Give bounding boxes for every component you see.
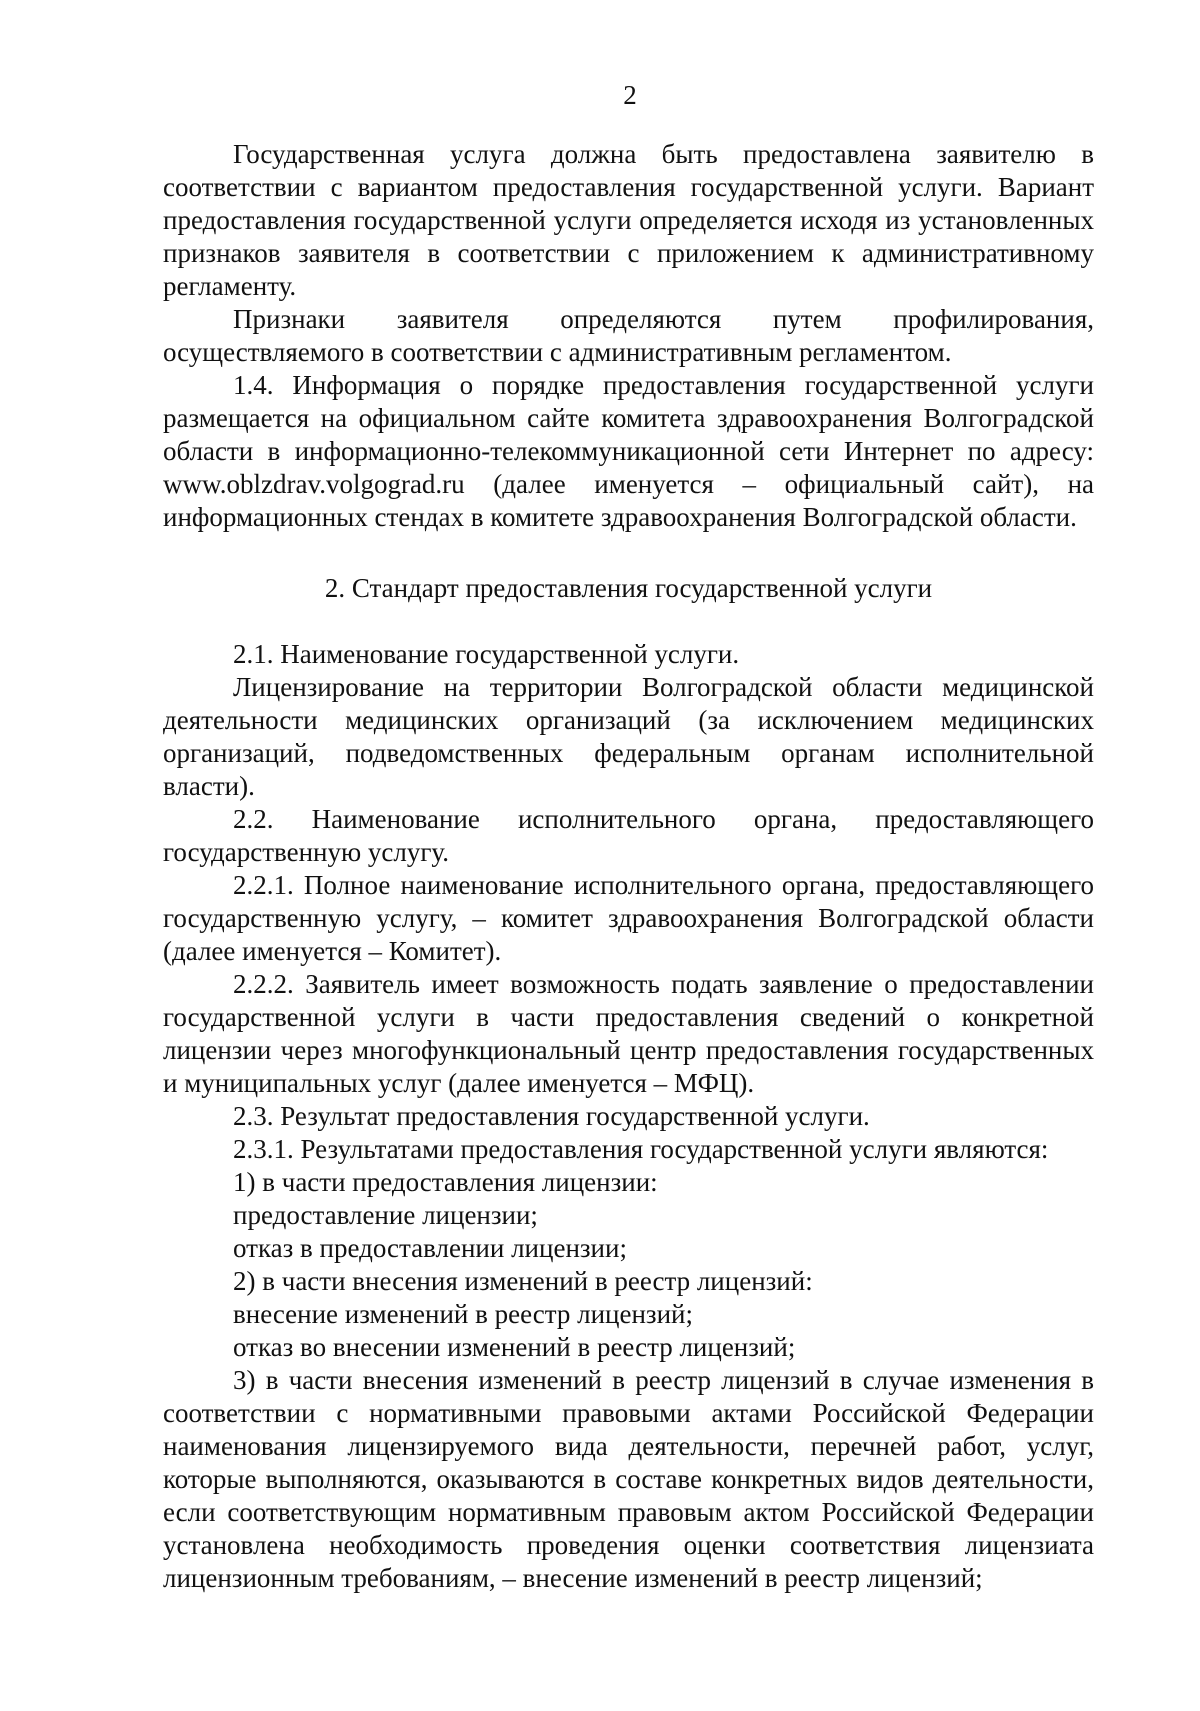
- page-number: 2: [623, 80, 637, 110]
- paragraph-variant-of-service: Государственная услуга должна быть предоставлена заявителю в соответствии с вариантом предоставления государственной услуги. Вариант предоставления государственной услуги определяется исходя из установленных признаков заявителя в соответствии с приложением к административному регламенту.: [163, 139, 1094, 301]
- paragraph-registry-changes: 3) в части внесения изменений в реестр лицензий в случае изменения в соответствии с нормативными правовыми актами Российской Федерации наименования лицензируемого вида деятельности, перечней работ, услуг, которые выполняются, оказываются в составе конкретных видов деятельности, если соответствующим нормативным правовым актом Российской Федерации установлена необходимость проведения оценки соответствия лицензиата лицензионным требованиям, – внесение изменений в реестр лицензий;: [163, 1365, 1094, 1593]
- paragraph-2-2: 2.2. Наименование исполнительного органа, предоставляющего государственную услугу.: [163, 804, 1094, 867]
- list-item: отказ в предоставлении лицензии;: [233, 1233, 627, 1263]
- paragraph-2-2-2: 2.2.2. Заявитель имеет возможность подать заявление о предоставлении государственной услуги в части предоставления сведений о конкретной лицензии через многофункциональный центр предоставления государственных и муниципальных услуг (далее именуется – МФЦ).: [163, 969, 1094, 1098]
- section-heading: 2. Стандарт предоставления государственной услуги: [324, 573, 933, 603]
- list-item: внесение изменений в реестр лицензий;: [233, 1299, 693, 1329]
- list-item: отказ во внесении изменений в реестр лицензий;: [233, 1332, 796, 1362]
- list-item: предоставление лицензии;: [233, 1200, 538, 1230]
- paragraph-1-4-information: 1.4. Информация о порядке предоставления государственной услуги размещается на официальном сайте комитета здравоохранения Волгоградской области в информационно-телекоммуникационной сети Интернет по адресу: www.oblzdrav.volgograd.ru (далее именуется – официальный сайт), на информационных стендах в комитете здравоохранения Волгоградской области.: [163, 370, 1094, 532]
- paragraph-2-3: 2.3. Результат предоставления государственной услуги.: [233, 1101, 870, 1131]
- paragraph-2-3-1: 2.3.1. Результатами предоставления государственной услуги являются:: [233, 1134, 1049, 1164]
- document-body: [163, 138, 1094, 1595]
- paragraph-2-2-1: 2.2.1. Полное наименование исполнительного органа, предоставляющего государственную услугу, – комитет здравоохранения Волгоградской области (далее именуется – Комитет).: [163, 870, 1094, 966]
- list-item: 1) в части предоставления лицензии:: [233, 1167, 658, 1197]
- paragraph-2-1: 2.1. Наименование государственной услуги.: [233, 639, 740, 669]
- paragraph-service-name: Лицензирование на территории Волгоградской области медицинской деятельности медицинских организаций (за исключением медицинских организаций, подведомственных федеральным органам исполнительной власти).: [163, 672, 1094, 801]
- paragraph-applicant-signs: Признаки заявителя определяются путем профилирования, осуществляемого в соответствии с административным регламентом.: [163, 304, 1094, 367]
- list-item: 2) в части внесения изменений в реестр лицензий:: [233, 1266, 813, 1296]
